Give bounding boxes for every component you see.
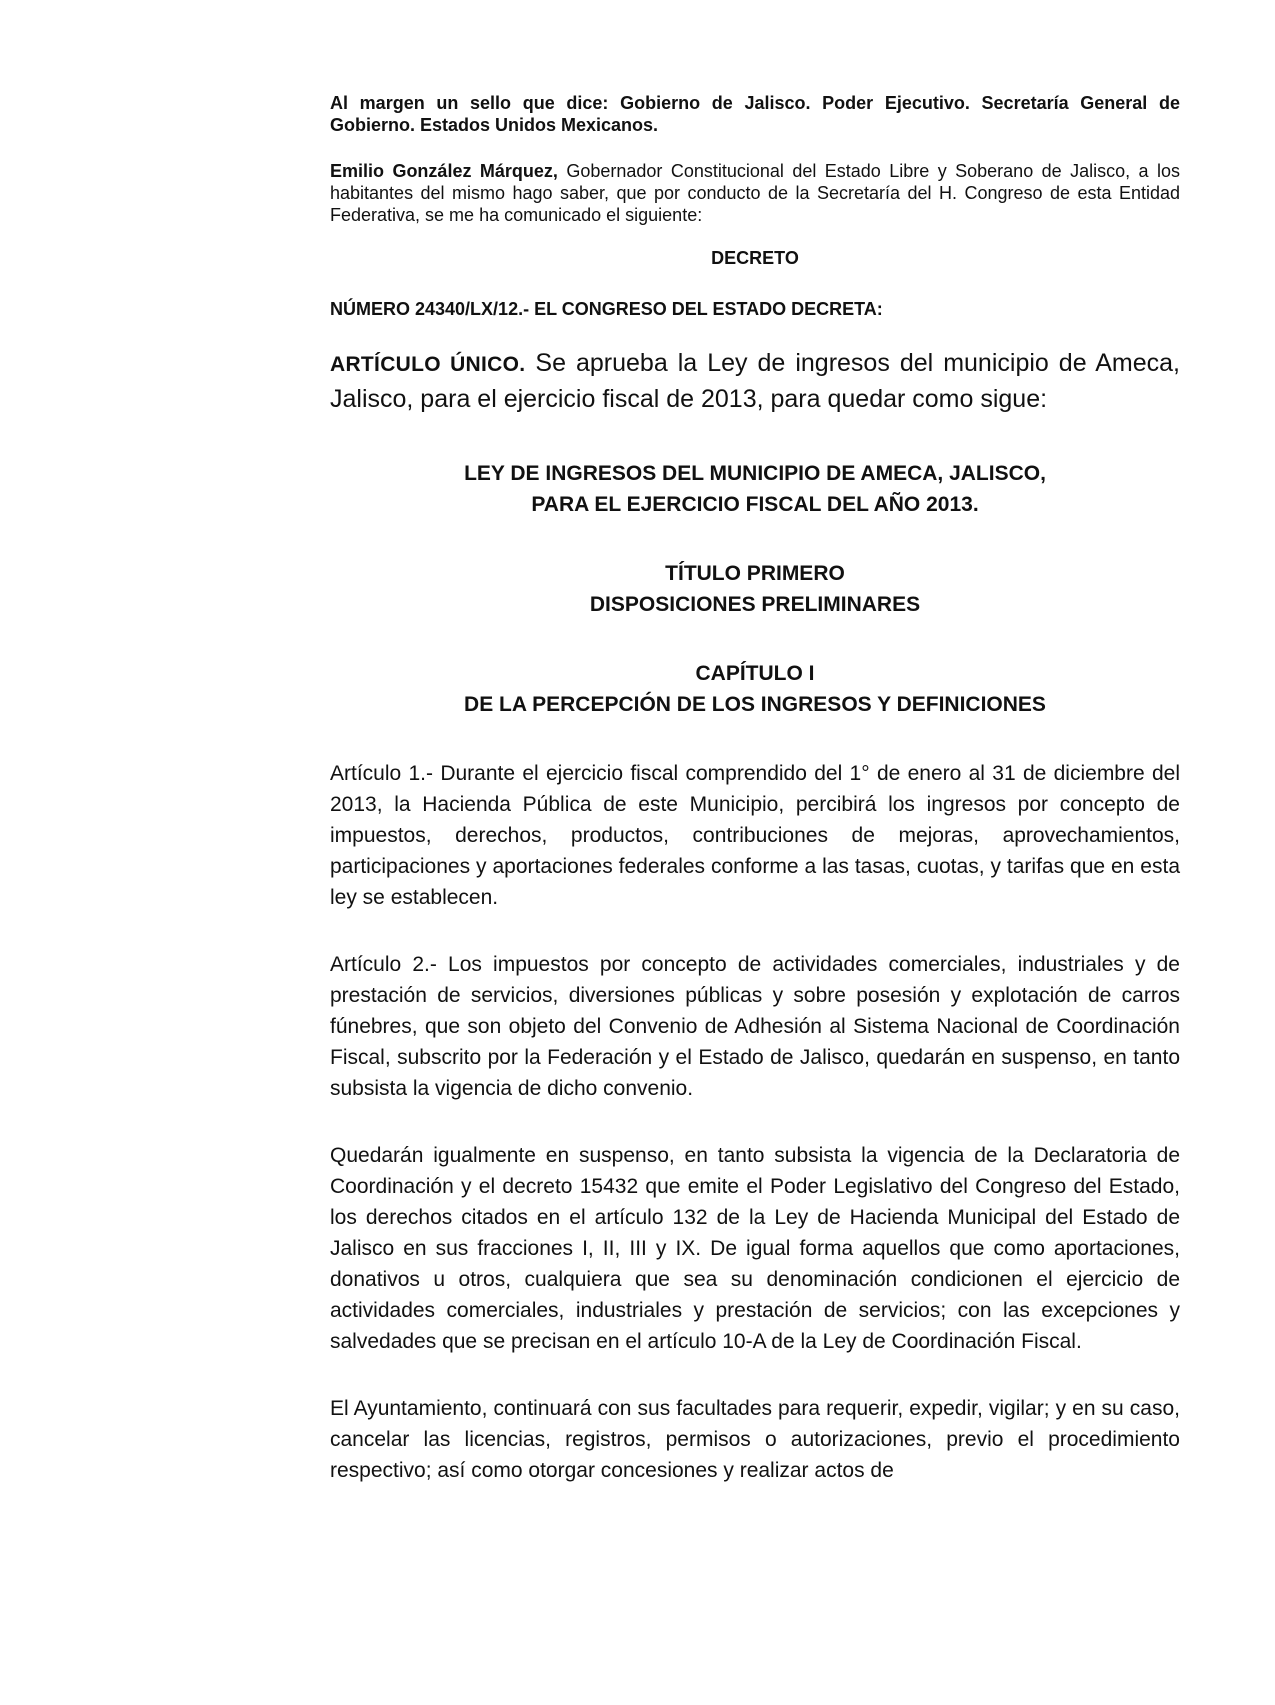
- governor-name: Emilio González Márquez,: [330, 161, 558, 181]
- decree-number: NÚMERO 24340/LX/12.- EL CONGRESO DEL ESTADO DECRETA:: [330, 299, 883, 319]
- seal-note: Al margen un sello que dice: Gobierno de Jalisco. Poder Ejecutivo. Secretaría General de Gobierno. Estados Unidos Mexicanos.: [330, 93, 1180, 135]
- chapter-one-line-2: DE LA PERCEPCIÓN DE LOS INGRESOS Y DEFINICIONES: [464, 693, 1046, 716]
- law-title-line-2: PARA EL EJERCICIO FISCAL DEL AÑO 2013.: [531, 493, 979, 516]
- chapter-one-heading: [330, 658, 1180, 720]
- title-primero-line-1: TÍTULO PRIMERO: [665, 562, 845, 585]
- article-unique-text: Se aprueba la Ley de ingresos del municipio de Ameca, Jalisco, para el ejercicio fiscal de 2013, para quedar como sigue:: [330, 349, 1180, 413]
- article-unique: [330, 346, 1180, 416]
- article-unique-lead: ARTÍCULO ÚNICO.: [330, 353, 526, 376]
- chapter-one-line-1: CAPÍTULO I: [695, 662, 815, 685]
- decree-title: DECRETO: [711, 248, 799, 268]
- title-primero-line-2: DISPOSICIONES PRELIMINARES: [589, 593, 921, 616]
- article-1-paragraph: Artículo 1.- Durante el ejercicio fiscal comprendido del 1° de enero al 31 de diciembre del 2013, la Hacienda Pública de este Municipio, percibirá los ingresos por concepto de impuestos, derechos, productos, contribuciones de mejoras, aprovechamientos, participaciones y aportaciones federales conforme a las tasas, cuotas, y tarifas que en esta ley se establecen.: [330, 762, 1180, 909]
- document-content: [330, 92, 1180, 1522]
- ayuntamiento-paragraph: El Ayuntamiento, continuará con sus facultades para requerir, expedir, vigilar; y en su caso, cancelar las licencias, registros, permisos o autorizaciones, previo el procedimiento respectivo; así como otorgar concesiones y realizar actos de: [330, 1397, 1180, 1482]
- title-primero-heading: [330, 558, 1180, 620]
- law-title: [330, 458, 1180, 520]
- law-title-line-1: LEY DE INGRESOS DEL MUNICIPIO DE AMECA, JALISCO,: [464, 462, 1046, 485]
- governor-intro-text: Gobernador Constitucional del Estado Libre y Soberano de Jalisco, a los habitantes del mismo hago saber, que por conducto de la Secretaría del H. Congreso de esta Entidad Federativa, se me ha comunicado el siguiente:: [330, 161, 1180, 225]
- governor-intro: [330, 160, 1180, 226]
- article-2-paragraph: Artículo 2.- Los impuestos por concepto de actividades comerciales, industriales y de prestación de servicios, diversiones públicas y sobre posesión y explotación de carros fúnebres, que son objeto del Convenio de Adhesión al Sistema Nacional de Coordinación Fiscal, subscrito por la Federación y el Estado de Jalisco, quedarán en suspenso, en tanto subsista la vigencia de dicho convenio.: [330, 953, 1180, 1100]
- suspension-paragraph: Quedarán igualmente en suspenso, en tanto subsista la vigencia de la Declaratoria de Coordinación y el decreto 15432 que emite el Poder Legislativo del Congreso del Estado, los derechos citados en el artículo 132 de la Ley de Hacienda Municipal del Estado de Jalisco en sus fracciones I, II, III y IX. De igual forma aquellos que como aportaciones, donativos u otros, cualquiera que sea su denominación condicionen el ejercicio de actividades comerciales, industriales y prestación de servicios; con las excepciones y salvedades que se precisan en el artículo 10-A de la Ley de Coordinación Fiscal.: [330, 1144, 1180, 1353]
